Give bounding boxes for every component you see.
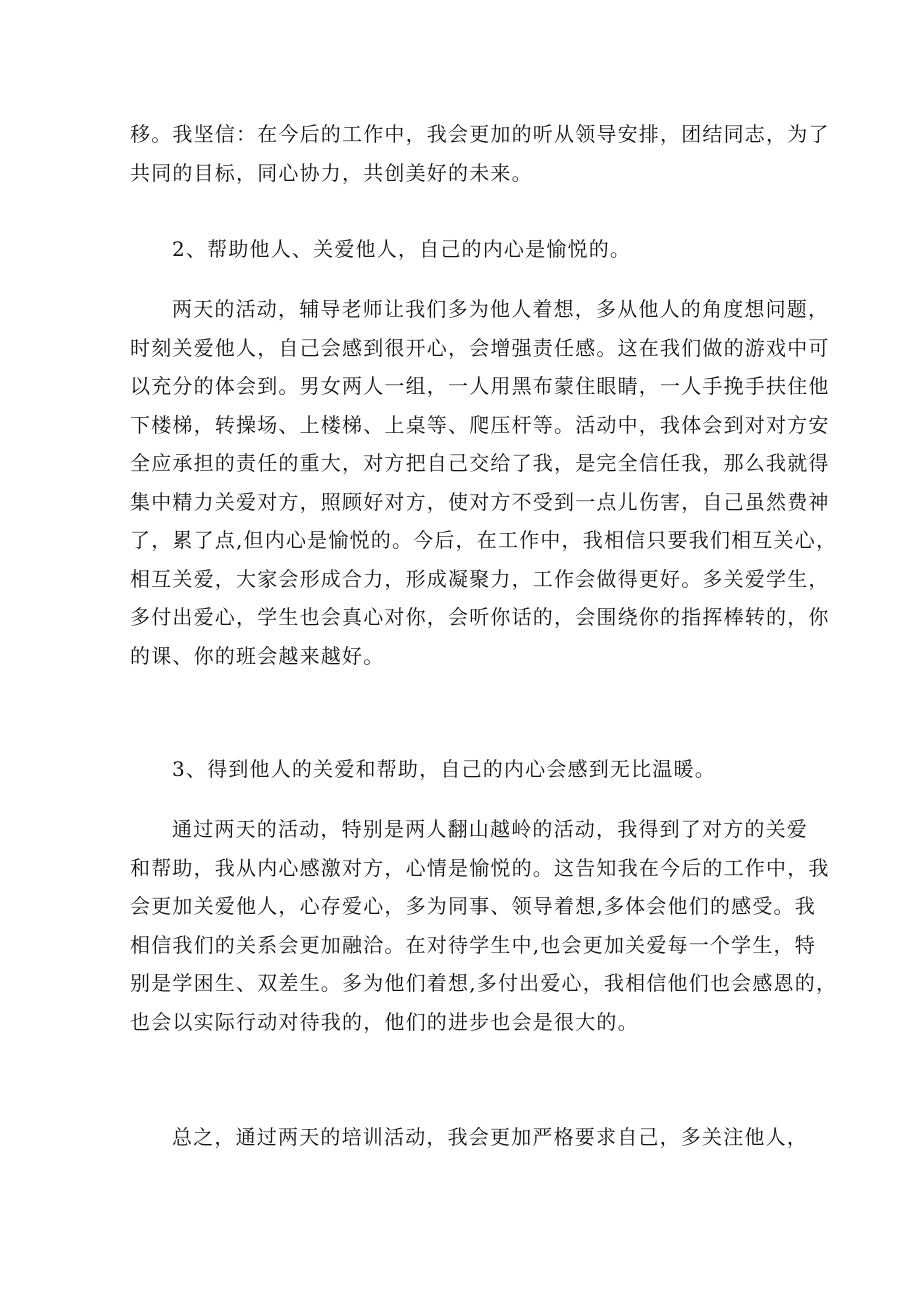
- text-line: 总之，通过两天的培训活动，我会更加严格要求自己，多关注他人，: [172, 1125, 808, 1149]
- text-line: 多付出爱心，学生也会真心对你，会听你话的，会围绕你的指挥棒转的，你: [130, 605, 830, 629]
- text-line: 时刻关爱他人，自己会感到很开心，会增强责任感。这在我们做的游戏中可: [130, 335, 830, 360]
- text-line: 两天的活动，辅导老师让我们多为他人着想，多从他人的角度想问题，: [172, 297, 830, 321]
- text-line: 下楼梯，转操场、上楼梯、上桌等、爬压杆等。活动中，我体会到对对方安: [130, 412, 830, 437]
- text-line: 会更加关爱他人，心存爱心，多为同事、领导着想,多体会他们的感受。我: [130, 894, 816, 918]
- text-line: 2、帮助他人、关爱他人，自己的内心是愉悦的。: [172, 237, 632, 261]
- text-line: 和帮助，我从内心感激对方，心情是愉悦的。这告知我在今后的工作中，我: [130, 855, 830, 880]
- text-line: 相信我们的关系会更加融洽。在对待学生中,也会更加关爱每一个学生，特: [130, 932, 816, 957]
- text-line: 的课、你的班会越来越好。: [130, 643, 385, 668]
- section-heading-3: [130, 750, 800, 789]
- paragraph-gratitude: [130, 810, 838, 1041]
- text-line: 以充分的体会到。男女两人一组，一人用黑布蒙住眼睛，一人手挽手扶住他: [130, 374, 830, 398]
- text-line: 共同的目标，同心协力，共创美好的未来。: [130, 160, 533, 185]
- text-line: 通过两天的活动，特别是两人翻山越岭的活动，我得到了对方的关爱: [172, 817, 808, 841]
- text-line: 相互关爱，大家会形成合力，形成凝聚力，工作会做得更好。多关爱学生，: [130, 566, 830, 591]
- paragraph-conclusion: [130, 1118, 808, 1157]
- section-heading-2: [130, 230, 800, 269]
- paragraph-continuation: [130, 115, 830, 192]
- text-line: 集中精力关爱对方，照顾好对方，使对方不受到一点儿伤害，自己虽然费神: [130, 489, 830, 514]
- text-line: 了，累了点,但内心是愉悦的。今后，在工作中，我相信只要我们相互关心，: [130, 528, 838, 552]
- text-line: 全应承担的责任的重大，对方把自己交给了我，是完全信任我，那么我就得: [130, 451, 830, 475]
- text-line: 3、得到他人的关爱和帮助，自己的内心会感到无比温暖。: [172, 757, 716, 781]
- paragraph-activity-description: [130, 290, 838, 675]
- text-line: 别是学困生、双差生。多为他们着想,多付出爱心，我相信他们也会感恩的，: [130, 971, 838, 995]
- text-line: 也会以实际行动对待我的，他们的进步也会是很大的。: [130, 1009, 639, 1034]
- text-line: 移。我坚信：在今后的工作中，我会更加的听从领导安排，团结同志，为了: [130, 122, 830, 146]
